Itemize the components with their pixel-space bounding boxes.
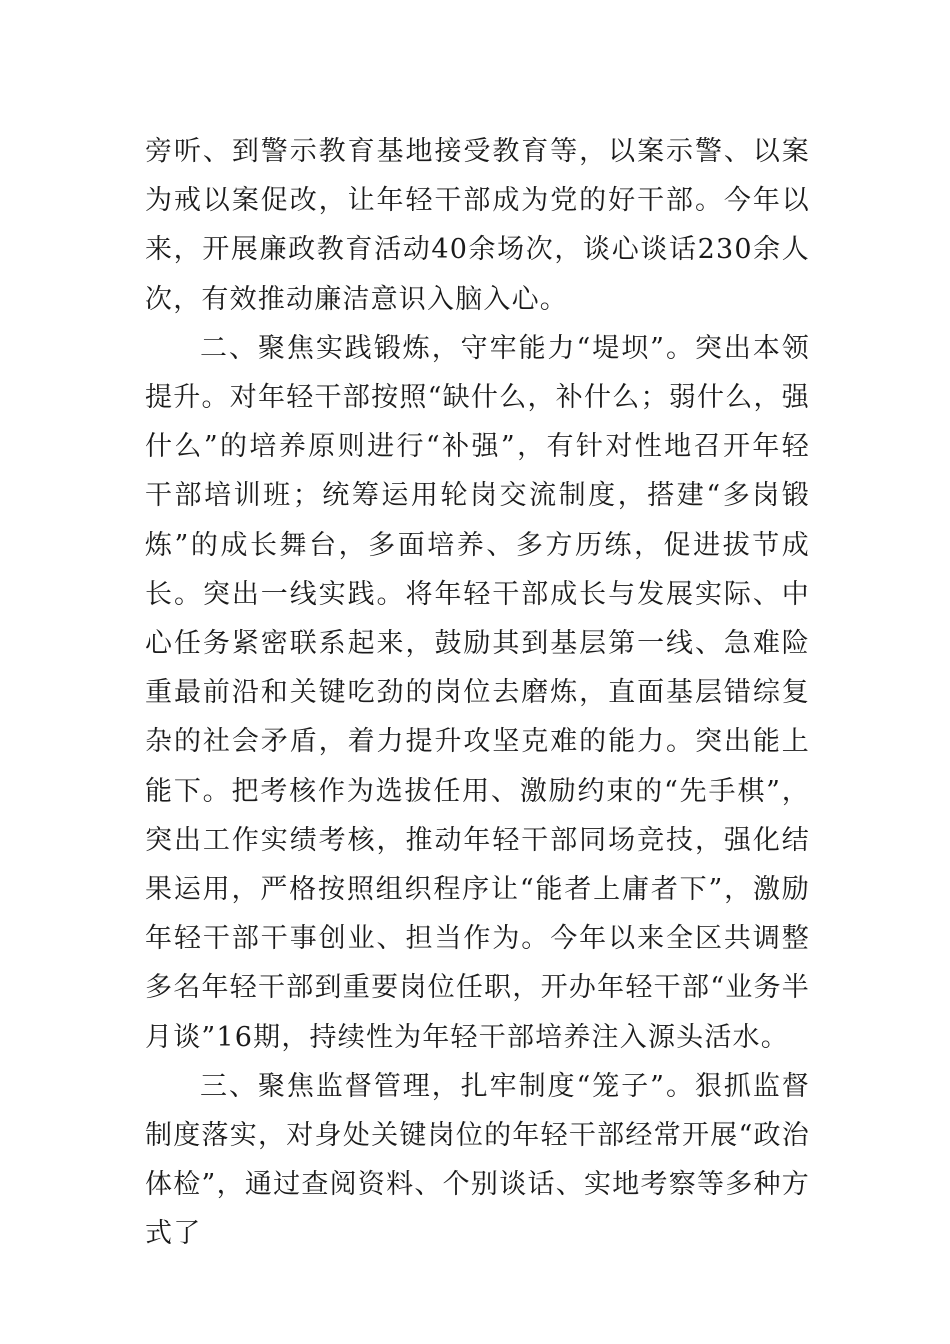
paragraph-continuation: 旁听、到警示教育基地接受教育等，以案示警、以案为戒以案促改，让年轻干部成为党的好干部。今年以来，开展廉政教育活动40余场次，谈心谈话230余人次，有效推动廉洁意识入脑入心。 (145, 136, 810, 315)
paragraph-section-three: 三、聚焦监督管理，扎牢制度“笼子”。狠抓监督制度落实，对身处关键岗位的年轻干部经常开展“政治体检”，通过查阅资料、个别谈话、实地考察等多种方式了 (145, 1070, 810, 1250)
document-body (145, 127, 810, 1259)
paragraph-section-two: 二、聚焦实践锻炼，守牢能力“堤坝”。突出本领提升。对年轻干部按照“缺什么，补什么；弱什么，强什么”的培养原则进行“补强”，有针对性地召开年轻干部培训班；统筹运用轮岗交流制度，搭建“多岗锻炼”的成长舞台，多面培养、多方历练，促进拔节成长。突出一线实践。将年轻干部成长与发展实际、中心任务紧密联系起来，鼓励其到基层第一线、急难险重最前沿和关键吃劲的岗位去磨炼，直面基层错综复杂的社会矛盾，着力提升攻坚克难的能力。突出能上能下。把考核作为选拔任用、激励约束的“先手棋”，突出工作实绩考核，推动年轻干部同场竞技，强化结果运用，严格按照组织程序让“能者上庸者下”，激励年轻干部干事创业、担当作为。今年以来全区共调整多名年轻干部到重要岗位任职，开办年轻干部“业务半月谈”16期，持续性为年轻干部培养注入源头活水。 (145, 332, 810, 1053)
